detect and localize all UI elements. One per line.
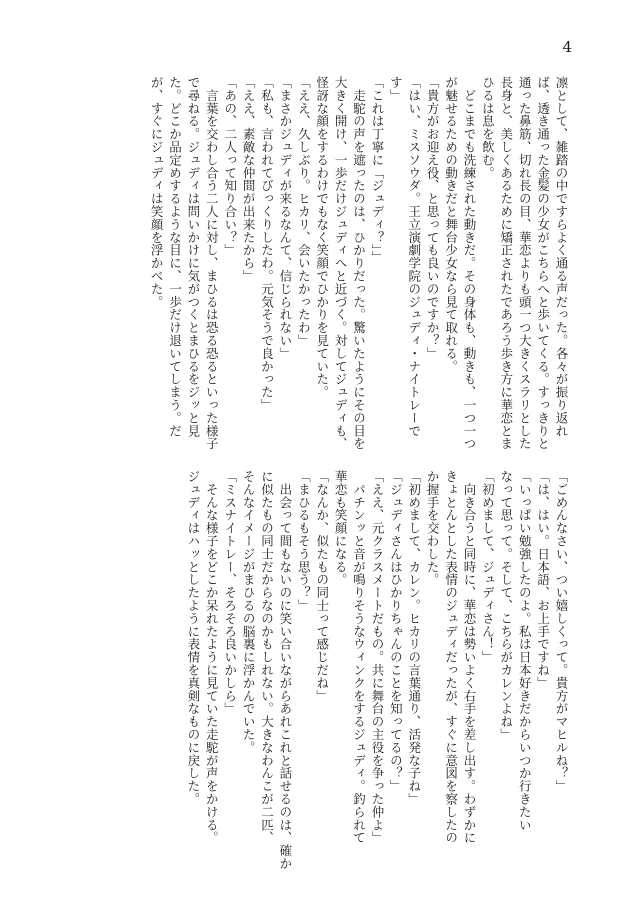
- text-line: パチンッと音が鳴りそうなウィンクをするジュディ。釣られて: [351, 470, 367, 845]
- text-line: 通った鼻筋、切れ長の目、華恋よりも頭一つ大きくスラリとした: [517, 76, 533, 451]
- text-line: ジュディはハッとしたように表情を真剣なものに戻した。: [185, 470, 201, 806]
- text-line: 「私も、言われてびっくりしたわ。元気そうで良かった」: [259, 76, 275, 412]
- text-line: が魅せるための動きだと舞台少女なら見て取れる。: [443, 76, 459, 373]
- text-line: 「あの、二人って知り合い？」: [222, 76, 238, 257]
- text-line: 「は、はい。日本語、お上手ですね」: [535, 470, 551, 690]
- text-line: 言葉を交わし合う二人に対し、まひるは恐る恐るといった様子: [204, 76, 220, 451]
- text-line: 「ジュディさんはひかりちゃんのことを知ってるの？」: [388, 470, 404, 793]
- text-line: 長身と、美しくあるために矯正されたであろう歩き方に華恋とま: [498, 76, 514, 451]
- text-line: す」: [388, 76, 404, 102]
- text-line: 怪訝な顔をするわけでもなく笑顔でひかりを見ていた。: [314, 76, 330, 399]
- text-line: に似たもの同士だからなのかもしれない。大きなわんこが二匹、: [259, 470, 275, 845]
- text-line: か握手を交わした。: [425, 470, 441, 587]
- text-line: 出会って間もないのに笑い合いながらあれこれと話せるのは、確か: [277, 470, 293, 870]
- text-column-top: [65, 76, 570, 451]
- text-line: 向き合うと同時に、華恋は勢いよく右手を差し出す。わずかに: [461, 470, 477, 845]
- text-line: た。どこか品定めするような目に、一歩だけ退いてしまう。だ: [167, 76, 183, 438]
- text-line: 「ええ、素敵な仲間が出来たから」: [241, 76, 257, 283]
- text-line: どこまでも洗練された動きだ。その身体も、動きも、一つ一つ: [461, 76, 477, 451]
- text-line: 「ごめんなさい、つい嬉しくって。貴方がマヒルね？」: [554, 470, 569, 793]
- text-line: 凛として、雑踏の中ですらよく通る声だった。各々が振り返れ: [554, 76, 569, 438]
- text-line: そんなイメージがまひるの脳裏に浮かんでいた。: [241, 470, 257, 754]
- text-line: 「ミスナイトレー、そろそろ良いかしら」: [222, 470, 238, 716]
- text-line: 「貴方がお迎え役、と思っても良いのですか？」: [425, 76, 441, 360]
- text-line: 走駝の声を遮ったのは、ひかりだった。驚いたようにその目を: [351, 76, 367, 451]
- text-line: 「初めまして、カレン。ヒカリの言葉通り、活発な子ね」: [406, 470, 422, 806]
- text-line: で尋ねる。ジュディは問いかけに気がつくとまひるをジッと見: [185, 76, 201, 438]
- text-line: 大きく開け、一歩だけジュディへと近づく。対してジュディも、: [333, 76, 349, 451]
- text-line: 「これは丁寧に「ジュディ？」」: [369, 76, 385, 264]
- text-line: ひるは息を飲む。: [480, 76, 496, 180]
- text-line: 「初めまして、ジュディさん！」: [480, 470, 496, 664]
- text-line: きょとんとした表情のジュディだったが、すぐに意図を察したの: [443, 470, 459, 845]
- text-line: 「まひるもそう思う？」: [296, 470, 312, 612]
- page-number: 4: [562, 38, 572, 56]
- text-line: 「ええ、元クラスメートだもの。共に舞台の主役を争った仲よ」: [369, 470, 385, 845]
- text-line: 「いっぱい勉強したのよ。私は日本好きだからいつか行きたい: [517, 470, 533, 832]
- text-line: が、すぐにジュディは笑顔を浮かべた。: [149, 76, 165, 309]
- text-line: 「まさかジュディが来るなんて、信じられない」: [277, 76, 293, 360]
- text-line: 華恋も笑顔になる。: [333, 470, 349, 587]
- text-column-bottom: [140, 470, 570, 870]
- text-line: 「なんか、似たもの同士って感じだね」: [314, 470, 330, 703]
- text-line: 「ええ、久しぶり。ヒカリ、会いたかったわ」: [296, 76, 312, 347]
- text-line: なって思って。そして、こちらがカレンよね」: [498, 470, 514, 741]
- text-line: 「はい、ミスソウダ。王立演劇学院のジュディ・ナイトレーで: [406, 76, 422, 438]
- text-line: ば、透き通った金髪の少女がこちらへと歩いてくる。すっきりと: [535, 76, 551, 451]
- text-line: そんな様子をどこか呆れたように見ていた走駝が声をかける。: [204, 470, 220, 845]
